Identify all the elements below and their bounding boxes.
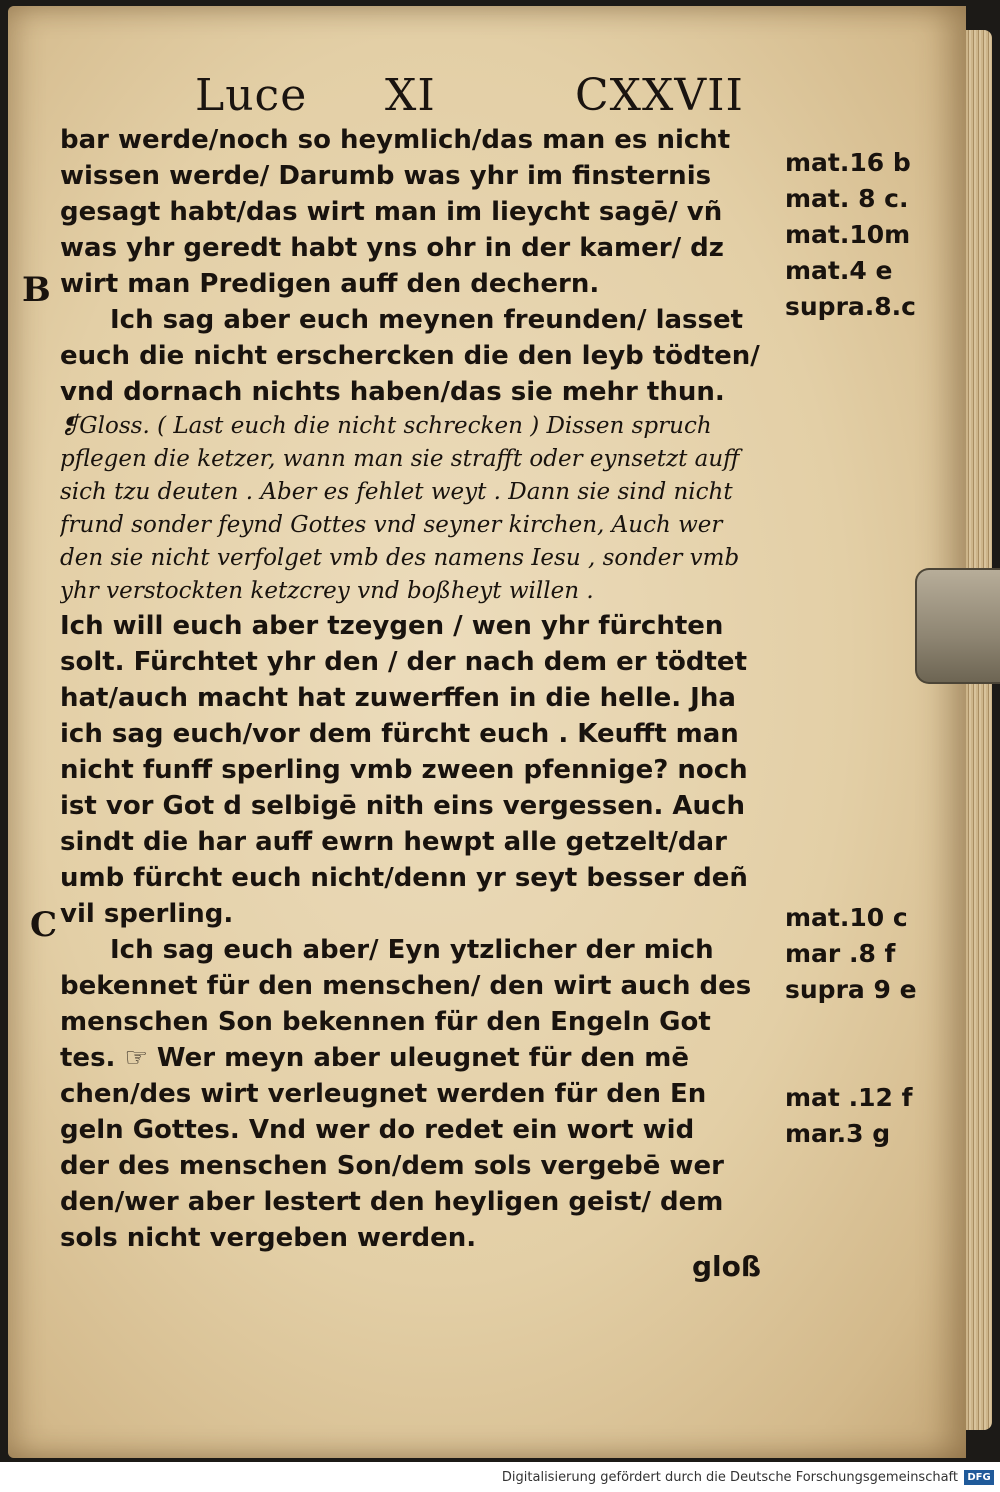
text-line: solt. Fürchtet yhr den / der nach dem er tödtet	[60, 647, 747, 677]
text-line: wissen werde/ Darumb was yhr im finsternis	[60, 161, 712, 191]
book-clasp	[915, 568, 1000, 684]
margin-reference: mat.10 c	[785, 903, 908, 932]
margin-references-bottom	[785, 1080, 945, 1152]
margin-reference: mar.3 g	[785, 1119, 891, 1148]
digitization-footer	[0, 1462, 1000, 1492]
text-line: Ich sag euch aber/ Eyn ytzlicher der mich	[110, 935, 714, 965]
text-line: bar werde/noch so heymlich/das man es nicht	[60, 125, 731, 155]
page-edges	[966, 30, 992, 1430]
text-line: vil sperling.	[60, 899, 234, 929]
main-text-column	[60, 122, 772, 1256]
gloss-line: pflegen die ketzer, wann man sie strafft oder eynsetzt auff	[60, 446, 740, 472]
margin-reference: supra 9 e	[785, 975, 917, 1004]
margin-reference: mat.16 b	[785, 148, 911, 177]
margin-reference: mat .12 f	[785, 1083, 913, 1112]
text-line: tes. ☞ Wer meyn aber uleugnet für den mē	[60, 1043, 690, 1073]
text-line: sols nicht vergeben werden.	[60, 1223, 477, 1253]
gloss-line: frund sonder feynd Gottes vnd seyner kirchen, Auch wer	[60, 512, 723, 538]
margin-references-top	[785, 145, 945, 325]
text-line: sindt die har auff ewrn hewpt alle getzelt/dar	[60, 827, 727, 857]
dfg-logo: DFG	[964, 1470, 994, 1485]
text-line: geln Gottes. Vnd wer do redet ein wort wid	[60, 1115, 695, 1145]
margin-reference: mar .8 f	[785, 939, 896, 968]
text-line: ich sag euch/vor dem fürcht euch . Keufft man	[60, 719, 739, 749]
text-line: chen/des wirt verleugnet werden für den En	[60, 1079, 707, 1109]
text-line: der des menschen Son/dem sols vergebē wer	[60, 1151, 724, 1181]
section-marker-c: C	[30, 905, 58, 945]
header-chapter: XI	[385, 70, 436, 121]
gloss-line: sich tzu deuten . Aber es fehlet weyt . Dann sie sind nicht	[60, 479, 733, 505]
funding-credit: Digitalisierung gefördert durch die Deutsche Forschungsgemeinschaft	[501, 1470, 958, 1485]
margin-reference: mat. 8 c.	[785, 184, 909, 213]
text-line: hat/auch macht hat zuwerffen in die helle. Jha	[60, 683, 736, 713]
gloss-line: yhr verstockten ketzcrey vnd boßheyt willen .	[60, 578, 594, 604]
catchword: gloß	[692, 1250, 762, 1283]
text-line: gesagt habt/das wirt man im lieycht sagē/ vñ	[60, 197, 723, 227]
text-line: Ich will euch aber tzeygen / wen yhr fürchten	[60, 611, 724, 641]
gloss-line: den sie nicht verfolget vmb des namens Iesu , sonder vmb	[60, 545, 740, 571]
margin-reference: supra.8.c	[785, 292, 916, 321]
text-line: euch die nicht erschercken die den leyb tödten/	[60, 341, 760, 371]
margin-references-mid	[785, 900, 945, 1008]
text-line: vnd dornach nichts haben/das sie mehr thun.	[60, 377, 725, 407]
section-marker-b: B	[22, 270, 51, 310]
text-line: menschen Son bekennen für den Engeln Got	[60, 1007, 711, 1037]
text-line: was yhr geredt habt yns ohr in der kamer/ dz	[60, 233, 724, 263]
text-line: den/wer aber lestert den heyligen geist/ dem	[60, 1187, 724, 1217]
margin-reference: mat.4 e	[785, 256, 893, 285]
text-line: umb fürcht euch nicht/denn yr seyt besser deñ	[60, 863, 748, 893]
header-folio: CXXVII	[575, 70, 744, 121]
text-line: Ich sag aber euch meynen freunden/ lasset	[110, 305, 744, 335]
text-line: bekennet für den menschen/ den wirt auch des	[60, 971, 752, 1001]
gloss-line: ❡Gloss. ( Last euch die nicht schrecken ) Dissen spruch	[60, 413, 712, 439]
running-header	[195, 70, 795, 130]
text-line: ist vor Got d selbigē nith eins vergessen. Auch	[60, 791, 745, 821]
margin-reference: mat.10m	[785, 220, 911, 249]
header-book: Luce	[195, 70, 308, 121]
text-line: nicht funff sperling vmb zween pfennige? noch	[60, 755, 748, 785]
text-line: wirt man Predigen auff den dechern.	[60, 269, 600, 299]
